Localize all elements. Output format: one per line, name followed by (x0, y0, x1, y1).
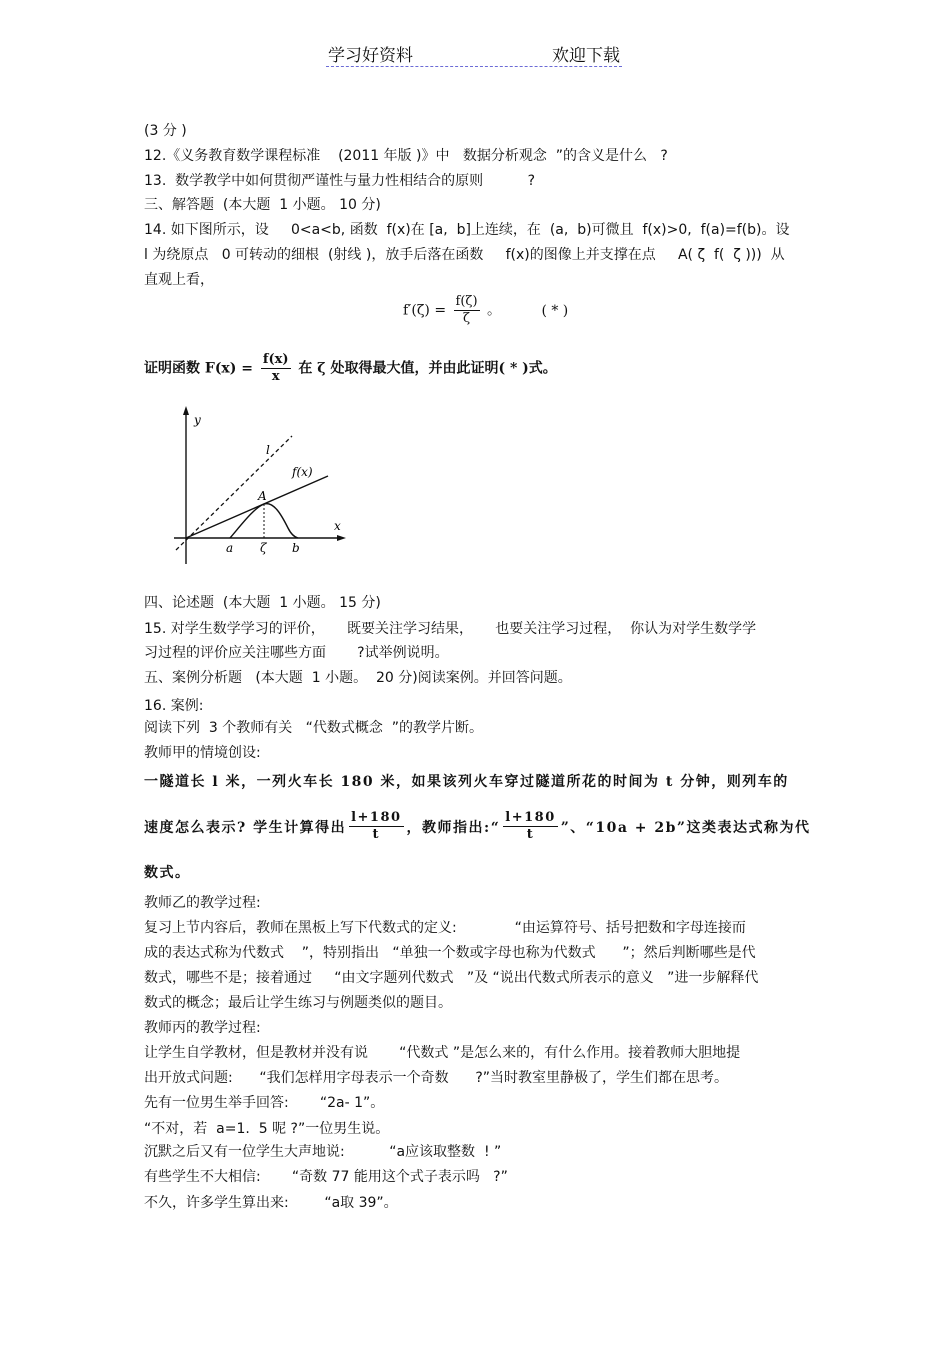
teacher-bing-line7: 不久，许多学生算出来: “a取 39”。 (144, 1195, 398, 1211)
formula-star-lhs: f′(ζ) = (403, 302, 447, 319)
teacher-bing-line1: 让学生自学教材，但是教材并没有说 “代数式 ”是怎么来的，有什么作用。接着教师大胆地提 (144, 1045, 741, 1061)
formula-star-den: ζ (463, 311, 471, 326)
proof-num: f(x) (262, 352, 289, 367)
question-15-line2: 习过程的评价应关注哪些方面 ?试举例说明。 (144, 645, 449, 661)
formula-star-tail: 。 (486, 302, 501, 319)
reading-instruction: 阅读下列 3 个教师有关 “代数式概念 ”的教学片断。 (144, 720, 484, 736)
scan-line-3: 数式。 (144, 865, 191, 881)
scan-frac1-den: t (372, 827, 381, 842)
proof-fraction (261, 352, 291, 385)
formula-star-num: f(ζ) (455, 294, 478, 309)
zeta-label: ζ (260, 541, 267, 555)
l-label: l (266, 443, 270, 457)
question-12: 12.《义务教育数学课程标准 (2011 年版 )》中 数据分析观念 ”的含义是什么 ? (144, 148, 668, 164)
proof-statement (144, 352, 557, 385)
proof-prefix: 证明函数 F(x) = (144, 360, 254, 377)
question-13: 13. 数学教学中如何贯彻严谨性与量力性相结合的原则 ? (144, 173, 536, 189)
support-line (186, 476, 328, 538)
scan-frac2-den: t (526, 827, 535, 842)
teacher-yi-heading: 教师乙的教学过程: (144, 895, 261, 911)
proof-den: x (271, 369, 280, 384)
formula-star-fraction (454, 294, 480, 327)
teacher-yi-line4: 数式的概念；最后让学生练习与例题类似的题目。 (144, 995, 452, 1011)
scan-line-1: 一隧道长 l 米，一列火车长 180 米，如果该列火车穿过隧道所花的时间为 t 分钟，则列车的 (144, 774, 789, 790)
scan-line-2-mid2: ”、“10a + 2b”这类表达式称为代 (560, 819, 811, 836)
teacher-bing-line5: 沉默之后又有一位学生大声地说: “a应该取整数 ! ” (144, 1144, 502, 1160)
teacher-bing-line2: 出开放式问题: “我们怎样用字母表示一个奇数 ?”当时教室里静极了，学生们都在思考。 (144, 1070, 729, 1086)
teacher-bing-line3: 先有一位男生举手回答: “2a- 1”。 (144, 1095, 385, 1111)
teacher-bing-heading: 教师丙的教学过程: (144, 1020, 261, 1036)
teacher-yi-line3: 数式，哪些不是；接着通过 “由文字题列代数式 ”及 “说出代数式所表示的意义 ”进一步解释代 (144, 970, 759, 986)
b-label: b (292, 541, 300, 555)
section-5-heading: 五、案例分析题 (本大题 1 小题。 20 分)阅读案例。并回答问题。 (144, 670, 572, 686)
question-14-line3: 直观上看， (144, 272, 214, 288)
teacher-bing-line6: 有些学生不大相信: “奇数 77 能用这个式子表示吗 ?” (144, 1169, 508, 1185)
a-label: a (226, 541, 234, 555)
teacher-bing-line4: “不对，若 a=1. 5 呢 ?”一位男生说。 (144, 1121, 390, 1137)
question-14-line2: l 为绕原点 0 可转动的细根 (射线 )，放手后落在函数 f(x)的图像上并支撑在点 A( ζ f( ζ ))) 从 (144, 247, 785, 263)
page-header (326, 40, 622, 67)
score-note: (3 分 ) (144, 123, 187, 139)
formula-star (403, 294, 568, 327)
fx-label: f(x) (292, 465, 313, 479)
question-16: 16. 案例: (144, 698, 204, 714)
section-4-heading: 四、论述题 (本大题 1 小题。 15 分) (144, 595, 381, 611)
teacher-yi-line1: 复习上节内容后，教师在黑板上写下代数式的定义: “由运算符号、括号把数和字母连接而 (144, 920, 746, 936)
formula-star-tag: ( * ) (541, 302, 569, 319)
x-axis-arrow (337, 535, 346, 541)
scan-line-2 (144, 810, 810, 843)
x-label: x (334, 519, 341, 533)
scan-fraction-1 (349, 810, 403, 843)
proof-suffix: 在 ζ 处取得最大值，并由此证明( * )式。 (298, 360, 557, 377)
function-graph (170, 404, 350, 568)
scan-frac1-num: l+180 (351, 810, 402, 825)
header-left: 学习好资料 (328, 46, 413, 66)
y-axis-arrow (183, 406, 189, 415)
scan-frac2-num: l+180 (505, 810, 556, 825)
section-3-heading: 三、解答题 (本大题 1 小题。 10 分) (144, 197, 381, 213)
scan-line-2-mid: ，教师指出:“ (406, 819, 501, 836)
teacher-jia-heading: 教师甲的情境创设: (144, 745, 261, 761)
teacher-yi-line2: 成的表达式称为代数式 ”，特别指出 “单独一个数或字母也称为代数式 ”；然后判断哪些是代 (144, 945, 756, 961)
scan-line-2-pre: 速度怎么表示? 学生计算得出 (144, 819, 347, 836)
header-right: 欢迎下载 (552, 46, 620, 66)
A-label: A (258, 489, 267, 503)
question-15-line1: 15. 对学生数学学习的评价， 既要关注学习结果， 也要关注学习过程， 你认为对学生数学学 (144, 621, 757, 637)
scan-fraction-2 (503, 810, 557, 843)
y-label: y (194, 413, 201, 427)
question-14-line1: 14. 如下图所示，设 0<a<b, 函数 f(x)在 [a, b]上连续，在 (a, b)可微且 f(x)>0, f(a)=f(b)。设 (144, 222, 790, 238)
